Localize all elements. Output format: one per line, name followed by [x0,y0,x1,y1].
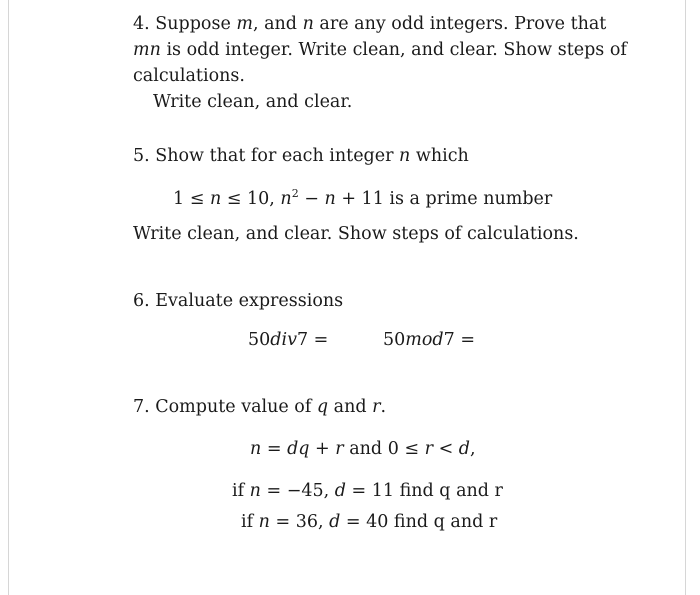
q5-expr-part: − [298,188,325,209]
q7-eq-part: + [309,439,336,459]
q7-var-n: n [250,439,262,459]
q7-division-equation [250,438,476,460]
q7-eq-part: if [241,512,259,532]
q7-var-n: n [249,481,261,501]
q7-var-n: n [258,512,270,532]
q7-eq-part: = 11 find q and r [345,481,503,501]
q5-var-n: n [399,146,411,166]
q6-operator-mod: mod [405,330,444,350]
q7-text: and [328,397,373,417]
q5-var-n: n [324,188,336,209]
q7-text: . [380,397,387,417]
q4-var-n: n [302,14,314,34]
q5-expr-part: 1 ≤ [173,188,210,209]
q5-expr-part: + 11 is a prime number [335,188,553,209]
q7-eq-part: = −45, [260,481,335,501]
q4-text: 4. Suppose [133,14,237,34]
page-right-border [685,0,686,595]
q4-text: are any odd integers. Prove that [313,14,607,34]
q7-eq-part: < [433,439,459,459]
q7-case-2 [241,511,497,533]
q6-expression-mod [383,329,475,351]
q6-number: 50 [248,330,271,350]
q7-text: 7. Compute value of [133,397,317,417]
q7-eq-part: = [261,439,288,459]
q5-line-1 [133,145,469,167]
q5-exponent: 2 [291,187,299,200]
q7-var-d: d [329,512,341,532]
q5-expr-part: ≤ 10, [221,188,281,209]
q5-text: which [410,146,469,166]
q7-eq-part: if [232,481,250,501]
q7-var-r: r [335,439,344,459]
q6-operator-div: div [270,330,297,350]
q4-line-4: Write clean, and clear. [153,92,353,112]
q7-var-r: r [372,397,381,417]
q7-var-dq: dq [287,439,310,459]
q4-text: , and [252,14,303,34]
q6-expr-part: 7 = [443,330,475,350]
q4-line-1 [133,13,606,35]
q7-var-r: r [424,439,433,459]
q6-line-1: 6. Evaluate expressions [133,291,344,311]
q7-eq-part: = 36, [269,512,330,532]
q6-expression-div [248,329,328,351]
q6-number: 50 [383,330,406,350]
q4-text: is odd integer. Write clean, and clear. Show steps of [160,40,627,60]
q7-eq-part: and 0 ≤ [343,439,425,459]
q5-text: 5. Show that for each integer [133,146,400,166]
q4-line-2 [133,39,627,61]
q5-var-n: n [280,188,292,209]
q4-var-m: m [236,14,253,34]
q7-var-d: d [334,481,346,501]
q7-case-1 [232,480,503,502]
q5-var-n: n [209,188,222,209]
q4-line-3: calculations. [133,66,245,86]
q7-var-q: q [316,397,329,417]
q6-expr-part: 7 = [296,330,329,350]
q7-eq-part: , [470,439,476,459]
q7-line-1 [133,396,386,418]
q4-var-mn: mn [133,40,161,60]
q7-eq-part: = 40 find q and r [340,512,498,532]
page-left-border [8,0,9,595]
q5-line-3: Write clean, and clear. Show steps of calculations. [133,224,579,244]
q7-var-d: d [458,439,470,459]
q5-expression [173,183,552,210]
